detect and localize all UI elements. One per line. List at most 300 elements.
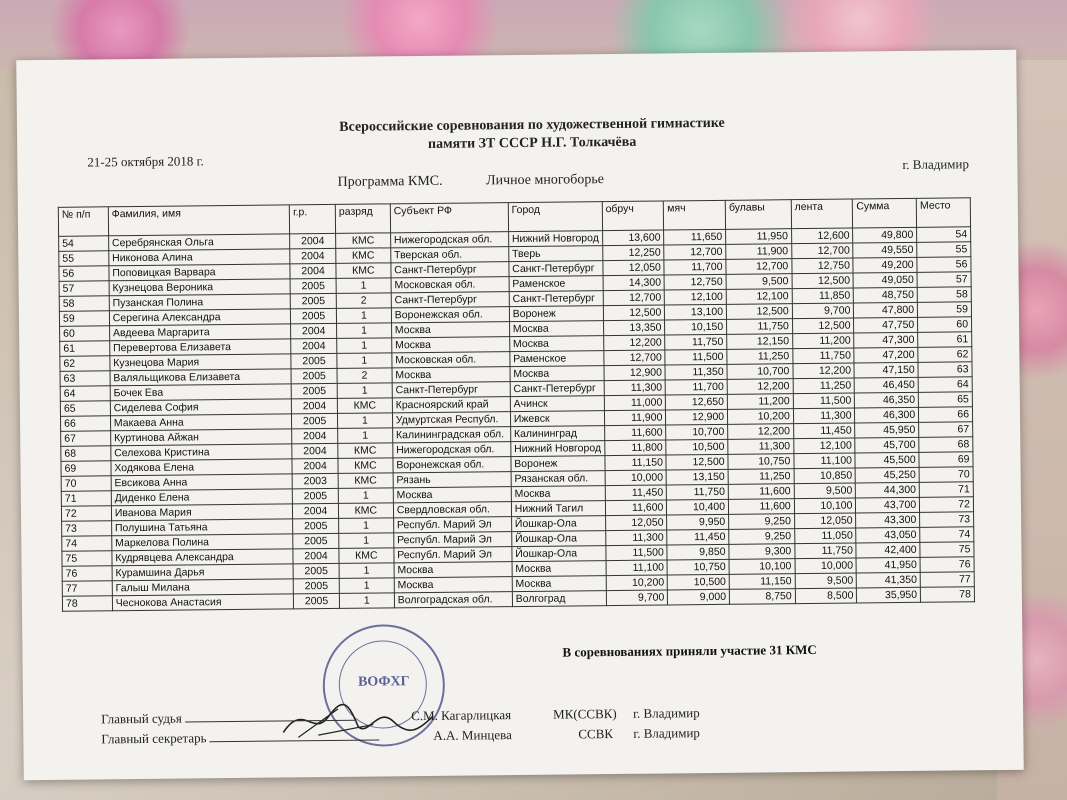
table-cell: 78: [920, 587, 974, 603]
table-cell: Удмуртская Республ.: [392, 412, 510, 428]
table-cell: 11,900: [604, 410, 666, 426]
table-cell: 12,500: [726, 304, 792, 320]
table-cell: 2005: [293, 578, 339, 593]
document-subtitle: памяти ЗТ СССР Н.Г. Толкачёва: [427, 134, 637, 152]
table-cell: 9,500: [794, 483, 856, 499]
table-cell: 68: [919, 437, 973, 453]
table-cell: Кудрявцева Александра: [112, 549, 294, 566]
table-cell: 8,500: [795, 588, 857, 604]
table-cell: 11,450: [667, 529, 729, 545]
table-cell: 1: [339, 563, 394, 579]
table-cell: 57: [917, 272, 971, 288]
table-cell: 49,800: [853, 227, 917, 243]
table-cell: 12,750: [664, 274, 726, 290]
table-cell: Москва: [510, 366, 604, 382]
table-cell: 49,050: [854, 272, 918, 288]
table-cell: Ачинск: [510, 396, 604, 412]
table-cell: 2005: [290, 293, 336, 308]
table-cell: 11,250: [728, 469, 794, 485]
table-cell: 1: [339, 518, 394, 534]
chief-secretary-label: Главный секретарь: [101, 730, 207, 747]
table-cell: 45,950: [855, 422, 919, 438]
table-cell: 11,100: [606, 560, 668, 576]
table-cell: 41,350: [857, 572, 921, 588]
table-cell: КМС: [338, 473, 393, 489]
column-header: лента: [791, 199, 853, 229]
table-cell: 10,100: [794, 498, 856, 514]
table-cell: 58: [917, 287, 971, 303]
table-cell: 47,150: [854, 362, 918, 378]
table-cell: 75: [62, 551, 112, 567]
table-cell: 11,800: [604, 440, 666, 456]
table-cell: Сиделева София: [110, 399, 292, 416]
table-cell: 12,050: [605, 515, 667, 531]
table-cell: 10,400: [667, 499, 729, 515]
table-cell: 11,000: [604, 395, 666, 411]
table-cell: 11,300: [605, 530, 667, 546]
table-cell: 2004: [290, 248, 336, 263]
table-cell: 41,950: [857, 557, 921, 573]
table-cell: Нижний Новгород: [508, 231, 602, 247]
column-header: разряд: [335, 204, 390, 234]
table-cell: Москва: [392, 367, 510, 383]
table-cell: Москва: [391, 322, 509, 338]
table-cell: 12,200: [793, 363, 855, 379]
column-header: Место: [916, 198, 970, 228]
table-cell: 65: [60, 401, 110, 417]
table-cell: 12,200: [728, 424, 794, 440]
table-cell: Волгоградская обл.: [394, 592, 512, 608]
table-cell: 60: [60, 326, 110, 342]
table-cell: 72: [920, 497, 974, 513]
table-cell: Йошкар-Ола: [511, 516, 605, 532]
table-cell: 56: [917, 257, 971, 273]
table-cell: 70: [61, 476, 111, 492]
table-cell: 11,600: [605, 500, 667, 516]
document-title: Всероссийские соревнования по художественной гимнастике: [339, 115, 725, 135]
table-cell: 12,700: [603, 290, 665, 306]
table-cell: 2005: [292, 413, 338, 428]
table-cell: 44,300: [856, 482, 920, 498]
table-cell: 10,500: [666, 439, 728, 455]
table-cell: 59: [918, 302, 972, 318]
table-cell: 55: [917, 242, 971, 258]
table-cell: 76: [62, 566, 112, 582]
table-cell: Московская обл.: [392, 352, 510, 368]
table-cell: 43,300: [856, 512, 920, 528]
table-cell: 10,150: [665, 319, 727, 335]
table-cell: Калининградская обл.: [392, 427, 510, 443]
table-cell: Московская обл.: [391, 277, 509, 293]
table-cell: 1: [338, 488, 393, 504]
table-body: [59, 227, 975, 612]
table-cell: 63: [60, 371, 110, 387]
table-cell: 12,650: [666, 394, 728, 410]
table-cell: 10,700: [727, 364, 793, 380]
table-cell: 11,750: [793, 348, 855, 364]
program-line: [337, 172, 644, 191]
table-cell: 2004: [291, 323, 337, 338]
table-cell: Серегина Александра: [109, 309, 291, 326]
table-cell: 11,500: [793, 393, 855, 409]
chief-judge-signature-line: [185, 710, 355, 723]
table-cell: Раменское: [509, 276, 603, 292]
table-cell: 62: [60, 356, 110, 372]
table-cell: 49,200: [853, 257, 917, 273]
table-cell: 11,250: [793, 378, 855, 394]
table-cell: 11,650: [664, 229, 726, 245]
table-cell: Галыш Милана: [112, 579, 294, 596]
table-cell: 2005: [293, 533, 339, 548]
chief-judge-label: Главный судья: [101, 710, 182, 727]
table-cell: 77: [920, 572, 974, 588]
table-cell: Куртинова Айжан: [110, 429, 292, 446]
table-cell: КМС: [339, 548, 394, 564]
table-cell: 64: [60, 386, 110, 402]
table-cell: Республ. Марий Эл: [394, 547, 512, 563]
table-cell: 71: [919, 482, 973, 498]
table-cell: 78: [62, 596, 112, 612]
table-cell: Москва: [391, 337, 509, 353]
table-cell: Республ. Марий Эл: [393, 517, 511, 533]
table-cell: 11,600: [728, 484, 794, 500]
table-cell: 12,250: [602, 245, 664, 261]
table-cell: 58: [59, 296, 109, 312]
table-cell: Москва: [512, 561, 606, 577]
table-cell: КМС: [336, 263, 391, 279]
table-cell: 2004: [291, 338, 337, 353]
table-cell: 10,000: [605, 470, 667, 486]
table-cell: 73: [920, 512, 974, 528]
table-cell: 73: [62, 521, 112, 537]
table-cell: 12,500: [603, 305, 665, 321]
table-cell: 1: [336, 278, 391, 294]
column-header: булавы: [725, 200, 791, 230]
table-cell: 11,900: [726, 244, 792, 260]
table-cell: Рязанская обл.: [511, 471, 605, 487]
table-cell: 11,350: [665, 364, 727, 380]
table-cell: Макаева Анна: [110, 414, 292, 431]
table-cell: 12,900: [604, 365, 666, 381]
table-cell: 11,600: [604, 425, 666, 441]
table-cell: Курамшина Дарья: [112, 564, 294, 581]
column-header: Фамилия, имя: [108, 205, 290, 236]
table-cell: Маркелова Полина: [112, 534, 294, 551]
table-cell: 74: [62, 536, 112, 552]
table-cell: 13,350: [603, 320, 665, 336]
table-cell: 2004: [293, 503, 339, 518]
table-cell: 2004: [292, 428, 338, 443]
table-cell: 43,050: [856, 527, 920, 543]
column-header: Город: [508, 202, 602, 232]
table-cell: 10,000: [795, 558, 857, 574]
table-cell: 13,100: [665, 304, 727, 320]
table-cell: 45,500: [855, 452, 919, 468]
table-cell: 66: [60, 416, 110, 432]
table-cell: Санкт-Петербург: [392, 382, 510, 398]
table-cell: 10,750: [728, 454, 794, 470]
table-cell: 2005: [291, 368, 337, 383]
table-cell: 63: [918, 362, 972, 378]
table-cell: 64: [918, 377, 972, 393]
table-cell: 54: [59, 236, 109, 252]
table-cell: 1: [337, 323, 392, 339]
table-cell: 1: [338, 428, 393, 444]
table-cell: Авдеева Маргарита: [109, 324, 291, 341]
table-cell: 67: [61, 431, 111, 447]
chief-judge-name: С.М. Кагарлицкая: [411, 707, 512, 724]
table-cell: 11,100: [794, 453, 856, 469]
table-cell: 2: [336, 293, 391, 309]
table-cell: 10,700: [666, 424, 728, 440]
table-cell: Республ. Марий Эл: [394, 532, 512, 548]
table-cell: 11,750: [795, 543, 857, 559]
table-cell: Нижегородская обл.: [393, 442, 511, 458]
table-cell: 10,100: [729, 559, 795, 575]
table-cell: 12,500: [792, 273, 854, 289]
table-cell: КМС: [336, 248, 391, 264]
table-cell: Ижевск: [510, 411, 604, 427]
table-cell: 12,700: [726, 259, 792, 275]
table-cell: Москва: [511, 486, 605, 502]
table-cell: 2: [337, 368, 392, 384]
table-cell: 75: [920, 542, 974, 558]
table-cell: 35,950: [857, 587, 921, 603]
table-cell: Калининград: [510, 426, 604, 442]
table-cell: Перевертова Елизавета: [110, 339, 292, 356]
table-cell: КМС: [336, 233, 391, 249]
column-header: Сумма: [853, 198, 917, 228]
stamp-abbreviation: ВОФХГ: [357, 674, 410, 690]
table-cell: 14,300: [603, 275, 665, 291]
table-cell: 11,750: [667, 484, 729, 500]
table-cell: 45,700: [855, 437, 919, 453]
table-cell: 9,950: [667, 514, 729, 530]
table-cell: Кузнецова Вероника: [109, 279, 291, 296]
table-cell: 13,600: [602, 230, 664, 246]
table-cell: 2005: [293, 518, 339, 533]
table-cell: 66: [919, 407, 973, 423]
table-cell: 2005: [291, 383, 337, 398]
table-cell: 1: [337, 383, 392, 399]
table-cell: 60: [918, 317, 972, 333]
table-cell: Санкт-Петербург: [510, 381, 604, 397]
table-cell: 12,750: [792, 258, 854, 274]
table-cell: 11,700: [664, 259, 726, 275]
table-cell: 10,500: [668, 574, 730, 590]
chief-judge-row: [101, 709, 355, 728]
table-cell: 69: [919, 452, 973, 468]
table-cell: КМС: [338, 503, 393, 519]
table-cell: Диденко Елена: [111, 489, 293, 506]
table-cell: Чеснокова Анастасия: [112, 594, 294, 611]
table-cell: 8,750: [729, 589, 795, 605]
table-cell: Пузанская Полина: [109, 294, 291, 311]
table-cell: 47,750: [854, 317, 918, 333]
event-name: Личное многоборье: [485, 172, 605, 189]
table-cell: Рязань: [393, 472, 511, 488]
table-cell: 12,700: [664, 244, 726, 260]
table-cell: 12,100: [665, 289, 727, 305]
column-header: г.р.: [289, 204, 335, 233]
results-table: [58, 197, 975, 612]
chief-secretary-signature-line: [210, 729, 380, 742]
table-cell: 2005: [294, 593, 340, 608]
table-cell: Воронежская обл.: [391, 307, 509, 323]
table-cell: 11,450: [605, 485, 667, 501]
table-cell: 1: [337, 338, 392, 354]
table-cell: 61: [60, 341, 110, 357]
table-cell: 68: [61, 446, 111, 462]
table-cell: Москва: [509, 321, 603, 337]
table-cell: 46,300: [855, 407, 919, 423]
chief-judge-city: г. Владимир: [633, 705, 700, 721]
table-cell: 69: [61, 461, 111, 477]
table-cell: 9,500: [795, 573, 857, 589]
table-cell: Ходякова Елена: [111, 459, 293, 476]
table-cell: 47,200: [854, 347, 918, 363]
table-cell: Раменское: [510, 351, 604, 367]
table-cell: Волгоград: [512, 591, 606, 607]
table-cell: 9,850: [667, 544, 729, 560]
table-cell: 57: [59, 281, 109, 297]
table-cell: Санкт-Петербург: [391, 292, 509, 308]
table-cell: 11,600: [728, 499, 794, 515]
table-cell: 12,200: [727, 379, 793, 395]
table-cell: 2004: [290, 263, 336, 278]
table-cell: 46,350: [855, 392, 919, 408]
table-cell: Санкт-Петербург: [509, 291, 603, 307]
table-cell: 46,450: [855, 377, 919, 393]
table-cell: 11,750: [665, 334, 727, 350]
table-cell: 11,200: [792, 333, 854, 349]
table-cell: 2004: [293, 548, 339, 563]
table-cell: Воронеж: [509, 306, 603, 322]
event-dates: 21-25 октября 2018 г.: [87, 153, 204, 170]
table-cell: 9,500: [726, 274, 792, 290]
table-cell: 11,300: [728, 439, 794, 455]
table-cell: Санкт-Петербург: [391, 262, 509, 278]
table-cell: 11,200: [727, 394, 793, 410]
table-cell: 10,200: [606, 575, 668, 591]
table-cell: Валяльщикова Елизавета: [110, 369, 292, 386]
table-cell: Поповицкая Варвара: [109, 264, 291, 281]
table-cell: 11,450: [793, 423, 855, 439]
table-cell: Красноярский край: [392, 397, 510, 413]
table-cell: 9,700: [606, 590, 668, 606]
table-cell: 2005: [293, 563, 339, 578]
table-cell: 48,750: [854, 287, 918, 303]
table-cell: Тверь: [508, 246, 602, 262]
table-cell: КМС: [338, 443, 393, 459]
table-cell: 2004: [292, 398, 338, 413]
table-cell: 12,100: [794, 438, 856, 454]
table-cell: Йошкар-Ола: [511, 531, 605, 547]
table-cell: 2005: [292, 488, 338, 503]
table-cell: 2005: [291, 353, 337, 368]
table-cell: 76: [920, 557, 974, 573]
table-cell: Нижний Тагил: [511, 501, 605, 517]
table-cell: 62: [918, 347, 972, 363]
table-cell: 74: [920, 527, 974, 543]
table-cell: 47,300: [854, 332, 918, 348]
table-cell: 10,750: [667, 559, 729, 575]
table-cell: Иванова Мария: [111, 504, 293, 521]
table-cell: 56: [59, 266, 109, 282]
chief-secretary-rank: ССВК: [578, 726, 614, 742]
table-cell: 9,250: [729, 529, 795, 545]
table-cell: 1: [337, 353, 392, 369]
table-cell: 12,700: [604, 350, 666, 366]
table-cell: Свердловская обл.: [393, 502, 511, 518]
table-cell: 9,250: [729, 514, 795, 530]
table-cell: 11,500: [606, 545, 668, 561]
table-cell: 42,400: [856, 542, 920, 558]
table-cell: 11,750: [727, 319, 793, 335]
table-cell: 1: [339, 578, 394, 594]
table-cell: 2005: [291, 308, 337, 323]
table-cell: 11,050: [794, 528, 856, 544]
table-cell: Москва: [393, 487, 511, 503]
table-cell: 12,050: [794, 513, 856, 529]
table-cell: 2005: [290, 278, 336, 293]
table-cell: 59: [59, 311, 109, 327]
table-cell: 1: [336, 308, 391, 324]
table-cell: 12,500: [792, 318, 854, 334]
table-cell: 49,550: [853, 242, 917, 258]
table-cell: Йошкар-Ола: [512, 546, 606, 562]
table-cell: 13,150: [666, 469, 728, 485]
chief-judge-rank: МК(ССВК): [553, 706, 617, 722]
table-cell: 67: [919, 422, 973, 438]
table-cell: 11,250: [727, 349, 793, 365]
table-cell: 2004: [290, 233, 336, 248]
table-cell: 72: [61, 506, 111, 522]
table-cell: 1: [339, 533, 394, 549]
table-cell: Нижегородская обл.: [390, 232, 508, 248]
table-cell: 11,950: [726, 229, 792, 245]
table-cell: Санкт-Петербург: [509, 261, 603, 277]
table-cell: Полушина Татьяна: [111, 519, 293, 536]
table-cell: 11,300: [604, 380, 666, 396]
table-cell: 2003: [292, 473, 338, 488]
chief-secretary-name: А.А. Минцева: [433, 727, 512, 743]
table-cell: 1: [337, 413, 392, 429]
table-cell: Москва: [394, 577, 512, 593]
column-header: № п/п: [58, 207, 108, 237]
table-cell: 54: [917, 227, 971, 243]
table-cell: 12,500: [666, 454, 728, 470]
table-cell: 1: [339, 593, 394, 609]
table-cell: КМС: [338, 458, 393, 474]
table-cell: Нижний Новгород: [511, 441, 605, 457]
table-cell: 70: [919, 467, 973, 483]
table-cell: 77: [62, 581, 112, 597]
column-header: обруч: [602, 201, 664, 231]
participants-count: В соревнованиях приняли участие 31 КМС: [562, 641, 817, 660]
table-cell: Серебрянская Ольга: [108, 234, 290, 251]
table-cell: 12,100: [726, 289, 792, 305]
table-cell: 12,900: [666, 409, 728, 425]
table-cell: 61: [918, 332, 972, 348]
table-cell: 55: [59, 251, 109, 267]
table-cell: 12,150: [727, 334, 793, 350]
table-cell: 45,250: [856, 467, 920, 483]
table-cell: 12,200: [603, 335, 665, 351]
table-cell: Кузнецова Мария: [110, 354, 292, 371]
table-cell: 12,600: [791, 228, 853, 244]
table-cell: 9,000: [668, 589, 730, 605]
